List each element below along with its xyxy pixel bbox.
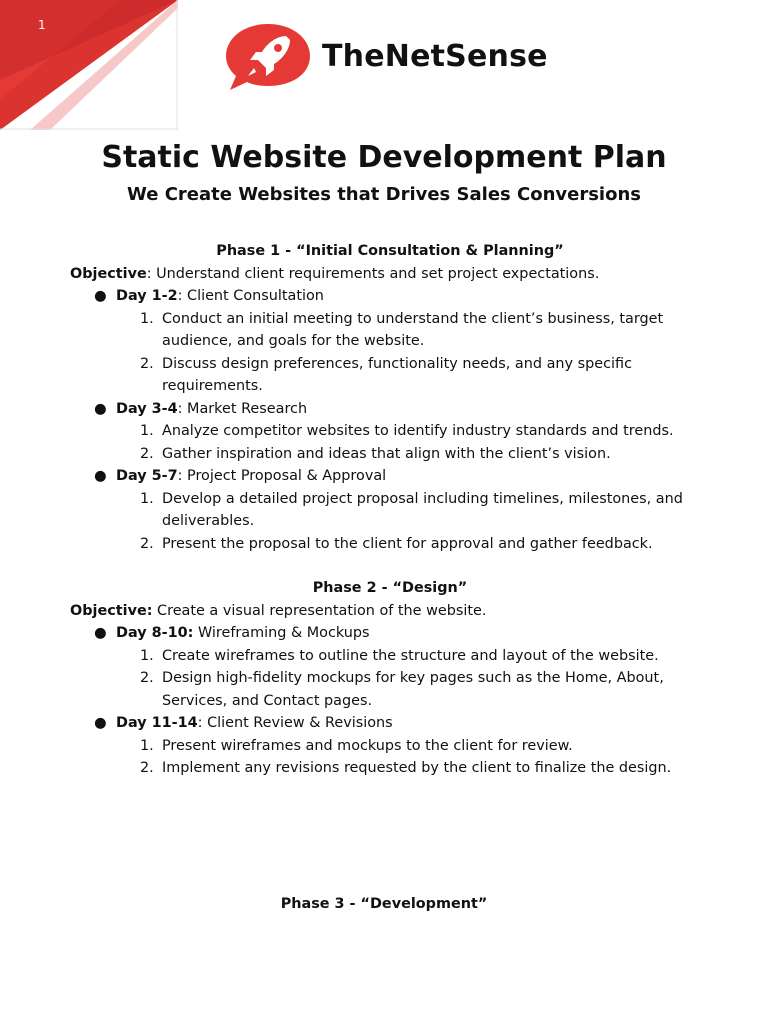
step-line: Gather inspiration and ideas that align with the client’s vision. bbox=[162, 445, 611, 462]
day-title: : Client Consultation bbox=[177, 288, 324, 304]
step-line: audience, and goals for the website. bbox=[162, 333, 425, 349]
objective-label: Objective: bbox=[70, 602, 153, 619]
step-number: 1. bbox=[140, 737, 154, 754]
corner-decoration bbox=[0, 0, 178, 130]
phase-objective bbox=[70, 600, 710, 623]
step-line: Conduct an initial meeting to understand the client’s business, target bbox=[162, 310, 664, 327]
phase-1 bbox=[70, 240, 710, 555]
step-line: Design high-fidelity mockups for key pages such as the Home, About, bbox=[162, 670, 664, 686]
step-item bbox=[70, 735, 710, 758]
step-item-continued bbox=[70, 690, 710, 713]
day-item bbox=[70, 622, 710, 645]
bullet-icon: ● bbox=[94, 625, 107, 641]
step-number: 2. bbox=[140, 760, 154, 776]
step-item bbox=[70, 645, 710, 668]
page-subtitle: We Create Websites that Drives Sales Conversions bbox=[127, 184, 641, 205]
step-line: requirements. bbox=[162, 378, 263, 394]
step-number: 2. bbox=[140, 535, 154, 552]
bullet-icon: ● bbox=[94, 715, 107, 731]
step-number: 1. bbox=[140, 310, 154, 327]
step-line: Develop a detailed project proposal including timelines, milestones, and bbox=[162, 490, 683, 507]
objective-label: Objective bbox=[70, 265, 147, 282]
step-line: Discuss design preferences, functionality needs, and any specific bbox=[162, 355, 632, 372]
brand-name: TheNetSense bbox=[322, 38, 548, 74]
objective-text: : Understand client requirements and set project expectations. bbox=[146, 265, 600, 282]
step-number: 1. bbox=[140, 490, 154, 507]
step-line: Present the proposal to the client for approval and gather feedback. bbox=[162, 535, 653, 552]
step-item bbox=[70, 443, 710, 466]
step-item bbox=[70, 667, 710, 690]
step-line: Analyze competitor websites to identify industry standards and trends. bbox=[162, 423, 674, 439]
day-item bbox=[70, 398, 710, 421]
step-line: Implement any revisions requested by the client to finalize the design. bbox=[162, 760, 672, 776]
brand-logo bbox=[222, 20, 548, 92]
step-item bbox=[70, 308, 710, 331]
page-title: Static Website Development Plan bbox=[101, 140, 667, 175]
rocket-speech-bubble-icon bbox=[222, 20, 314, 92]
phase-2 bbox=[70, 577, 710, 780]
step-line: Present wireframes and mockups to the client for review. bbox=[162, 737, 573, 754]
bullet-icon: ● bbox=[94, 468, 107, 484]
phase-objective bbox=[70, 263, 710, 286]
step-number: 2. bbox=[140, 445, 154, 462]
day-item bbox=[70, 712, 710, 735]
phase-title: Phase 1 - “Initial Consultation & Planning” bbox=[216, 243, 564, 259]
phase-3-title: Phase 3 - “Development” bbox=[280, 896, 488, 912]
step-number: 2. bbox=[140, 670, 154, 686]
bullet-icon: ● bbox=[94, 400, 107, 417]
step-item-continued bbox=[70, 375, 710, 398]
step-item bbox=[70, 533, 710, 556]
day-label: Day 5-7 bbox=[116, 468, 178, 484]
step-number: 2. bbox=[140, 355, 154, 372]
step-number: 1. bbox=[140, 423, 154, 439]
step-item-continued bbox=[70, 330, 710, 353]
plan-content bbox=[70, 240, 710, 780]
step-line: Services, and Contact pages. bbox=[162, 692, 373, 709]
bullet-icon: ● bbox=[94, 288, 107, 304]
day-label: Day 8-10: bbox=[116, 625, 194, 641]
step-number: 1. bbox=[140, 647, 154, 664]
day-item bbox=[70, 285, 710, 308]
day-label: Day 1-2 bbox=[116, 288, 178, 304]
step-item-continued bbox=[70, 510, 710, 533]
day-label: Day 11-14 bbox=[116, 715, 198, 731]
day-item bbox=[70, 465, 710, 488]
day-title: : Project Proposal & Approval bbox=[177, 468, 387, 484]
step-item bbox=[70, 488, 710, 511]
day-title: : Client Review & Revisions bbox=[197, 715, 393, 731]
day-title: : Market Research bbox=[177, 400, 308, 417]
step-item bbox=[70, 353, 710, 376]
step-line: Create wireframes to outline the structure and layout of the website. bbox=[162, 647, 659, 664]
step-line: deliverables. bbox=[162, 513, 255, 529]
day-label: Day 3-4 bbox=[116, 400, 178, 417]
step-item bbox=[70, 757, 710, 780]
page-number: 1 bbox=[38, 18, 46, 32]
phase-title: Phase 2 - “Design” bbox=[312, 580, 468, 596]
step-item bbox=[70, 420, 710, 443]
day-title: Wireframing & Mockups bbox=[193, 625, 370, 641]
objective-text: Create a visual representation of the website. bbox=[152, 602, 487, 619]
